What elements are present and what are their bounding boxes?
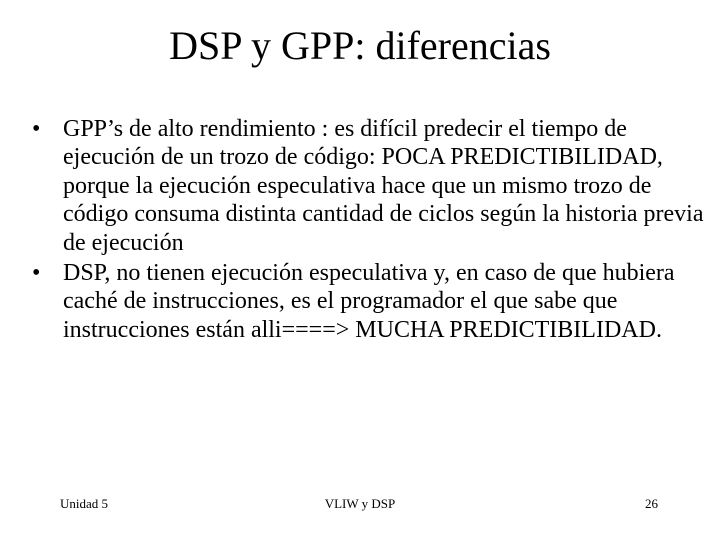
bullet-text-dsp: DSP, no tienen ejecución especulativa y, en caso de que hubiera caché de instrucciones, es el programador el que sabe que instrucciones están alli====> MUCHA PREDICTIBILIDAD. — [63, 260, 675, 343]
slide-title: DSP y GPP: diferencias — [169, 23, 551, 68]
footer-topic: VLIW y DSP — [324, 496, 396, 511]
bullet-marker: • — [32, 116, 41, 142]
bullet-item-dsp — [32, 259, 707, 344]
footer-unit: Unidad 5 — [60, 496, 109, 511]
bullet-text-gpp: GPP’s de alto rendimiento : es difícil predecir el tiempo de ejecución de un trozo de código: POCA PREDICTIBILIDAD, porque la ejecución especulativa hace que un mismo trozo de código consuma distinta cantidad de ciclos según la historia previa de ejecución — [63, 116, 704, 256]
bullet-marker: • — [32, 260, 41, 287]
footer-page-number: 26 — [645, 496, 658, 511]
bullet-item-gpp — [32, 115, 707, 257]
bullet-list — [32, 115, 707, 346]
